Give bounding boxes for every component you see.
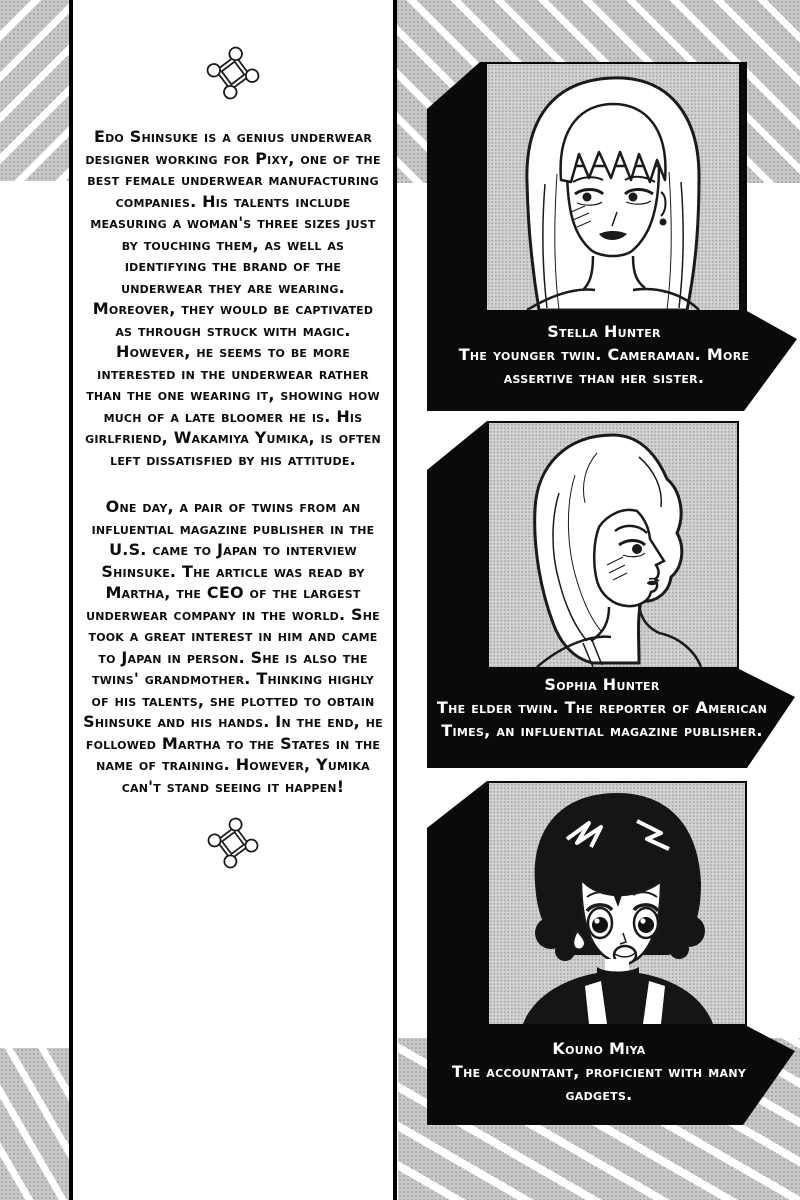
intro-paragraph-1: Edo Shinsuke is a genius underwear designer working for Pixy, one of the best female underwear manufacturing companies. His talents include measuring a woman's three sizes just by touching them, as well as identifying the brand of the underwear they are wearing. Moreover, they would be captivated as through struck with magic. However, he seems to be more interested in the underwear rather than the one wearing it, showing how much of a late bloomer he is. His girlfriend, Wakamiya Yumika, is often left dissatisfied by his attitude. xyxy=(85,127,381,469)
stella-portrait xyxy=(487,64,739,310)
stella-caption xyxy=(439,320,769,389)
sophia-caption xyxy=(435,673,769,742)
character-card-miya xyxy=(425,781,795,1125)
character-name: Sophia Hunter xyxy=(544,675,660,694)
intro-paragraph-2: One day, a pair of twins from an influential magazine publisher in the U.S. came to Japan to interview Shinsuke. The article was read by Martha, the CEO of the largest underwear company in the world. She took a great interest in him and came to Japan in person. She is also the twins' grandmother. Thinking highly of his talents, she plotted to obtain Shinsuke and his hands. In the end, he followed Martha to the States in the name of training. However, Yumika can't stand seeing it happen! xyxy=(83,497,383,796)
character-card-stella xyxy=(425,62,797,411)
character-name: Stella Hunter xyxy=(547,322,661,341)
character-description: The younger twin. Cameraman. More assertive than her sister. xyxy=(458,345,750,387)
miya-portrait-illustration xyxy=(489,783,745,1024)
halftone-stripes-bottom-left xyxy=(0,1048,70,1200)
sophia-portrait xyxy=(489,423,737,667)
halftone-stripes-top-left xyxy=(0,0,70,181)
intro-panel xyxy=(69,0,397,1200)
character-description: The accountant, proficient with many gadgets. xyxy=(451,1062,747,1104)
character-name: Kouno Miya xyxy=(552,1039,646,1058)
miya-portrait xyxy=(489,783,745,1024)
sophia-portrait-illustration xyxy=(489,423,737,667)
stella-portrait-illustration xyxy=(487,64,739,310)
character-card-sophia xyxy=(425,421,795,768)
character-description: The elder twin. The reporter of American Times, an influential magazine publisher. xyxy=(436,698,768,740)
looped-square-ornament-icon xyxy=(204,814,263,873)
miya-caption xyxy=(439,1037,759,1106)
looped-square-ornament-icon xyxy=(203,43,264,104)
